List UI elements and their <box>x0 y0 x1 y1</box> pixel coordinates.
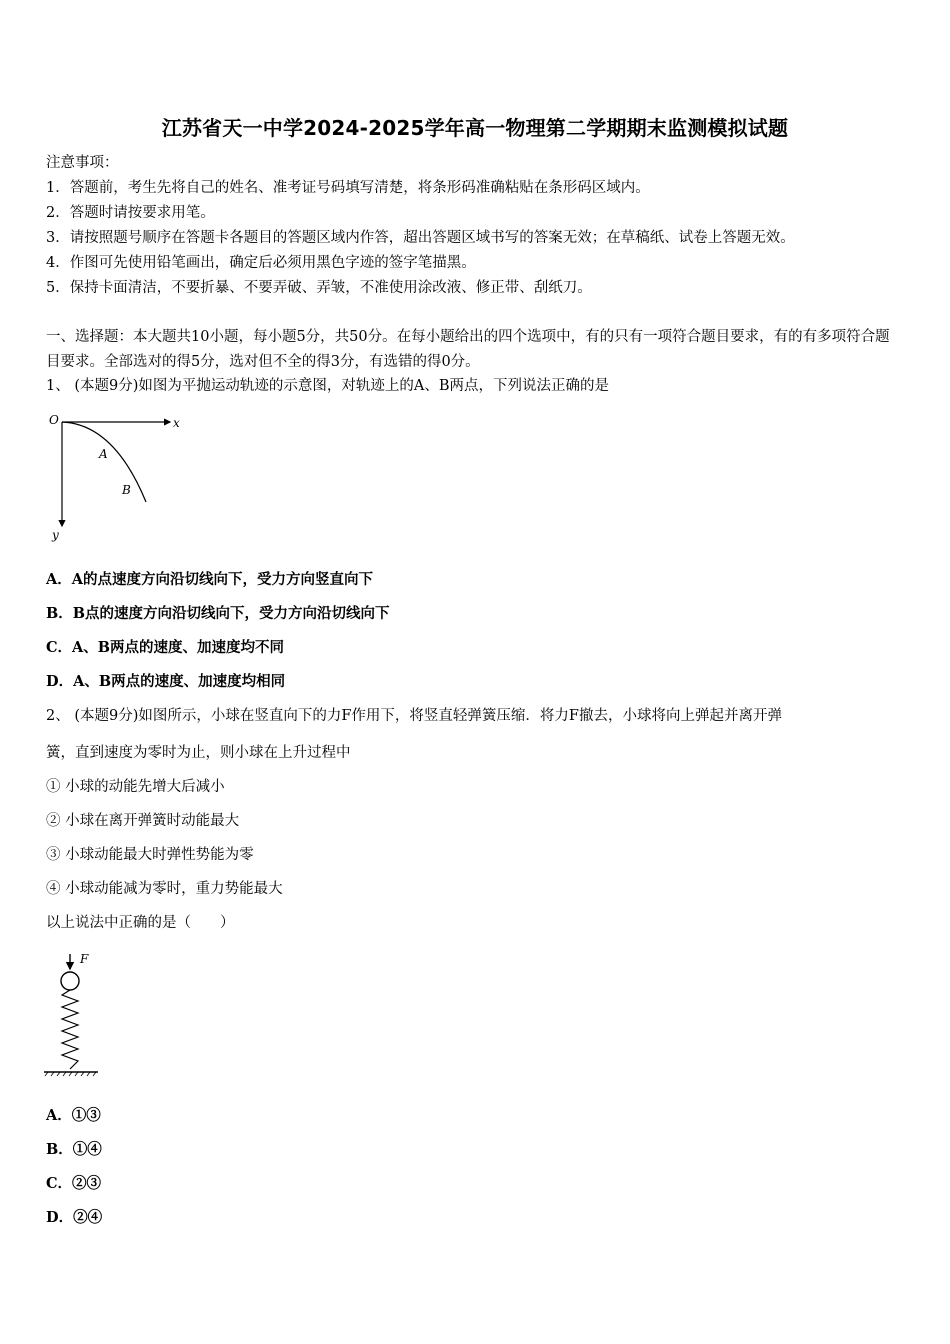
q1-option-b: B．B点的速度方向沿切线向下，受力方向沿切线向下 <box>46 605 390 622</box>
q2-statement: ② 小球在离开弹簧时动能最大 <box>46 813 240 829</box>
notice-item: 4．作图可先使用铅笔画出，确定后必须用黑色字迹的签字笔描黑。 <box>46 255 476 271</box>
notice-item: 5．保持卡面清洁，不要折暴、不要弄破、弄皱，不准使用涂改液、修正带、刮纸刀。 <box>46 280 592 296</box>
point-a-label: A <box>99 447 108 461</box>
spring-ball-diagram <box>40 948 104 1080</box>
q2-option-b: B．①④ <box>46 1141 102 1158</box>
ball <box>61 972 79 990</box>
force-label: F <box>80 952 89 966</box>
spring <box>62 990 78 1069</box>
section-instructions: 一、选择题：本大题共10小题，每小题5分，共50分。在每小题给出的四个选项中，有的只有一项符合题目要求，有的有多项符合题目要求。全部选对的得5分，选对但不全的得3分，有选错的得0分。 <box>46 329 890 370</box>
notice-item: 3．请按照题号顺序在答题卡各题目的答题区域内作答，超出答题区域书写的答案无效；在草稿纸、试卷上答题无效。 <box>46 230 795 246</box>
q1-option-d: D．A、B两点的速度、加速度均相同 <box>46 673 286 690</box>
q2-statement: ③ 小球动能最大时弹性势能为零 <box>46 847 254 863</box>
trajectory-curve <box>62 422 146 502</box>
point-b-label: B <box>122 483 131 497</box>
question-1-stem: 1、 (本题9分)如图为平抛运动轨迹的示意图，对轨迹上的A、B两点，下列说法正确的是 <box>46 378 609 394</box>
q2-option-a: A．①③ <box>46 1107 101 1124</box>
x-axis-label: x <box>173 416 180 430</box>
q2-prompt: 以上说法中正确的是（ ） <box>46 915 235 931</box>
q2-statement: ④ 小球动能减为零时，重力势能最大 <box>46 881 283 897</box>
q2-option-d: D．②④ <box>46 1209 103 1226</box>
q1-option-c: C．A、B两点的速度、加速度均不同 <box>46 639 285 656</box>
question-2-stem: 2、 (本题9分)如图所示，小球在竖直向下的力F作用下，将竖直轻弹簧压缩．将力F撤去，小球将向上弹起并离开弹 <box>46 708 782 724</box>
question-2-stem-cont: 簧，直到速度为零时为止，则小球在上升过程中 <box>46 745 351 761</box>
projectile-diagram <box>44 408 194 544</box>
notice-item: 2．答题时请按要求用笔。 <box>46 205 215 221</box>
q1-option-a: A．A的点速度方向沿切线向下，受力方向竖直向下 <box>46 571 373 588</box>
origin-label: O <box>49 413 59 427</box>
y-axis-label: y <box>52 528 59 542</box>
notice-heading: 注意事项： <box>46 155 119 171</box>
notice-item: 1．答题前，考生先将自己的姓名、准考证号码填写清楚，将条形码准确粘贴在条形码区域内。 <box>46 180 650 196</box>
q2-option-c: C．②③ <box>46 1175 102 1192</box>
q2-statement: ① 小球的动能先增大后减小 <box>46 779 225 795</box>
page-title: 江苏省天一中学2024-2025学年高一物理第二学期期末监测模拟试题 <box>161 116 789 140</box>
